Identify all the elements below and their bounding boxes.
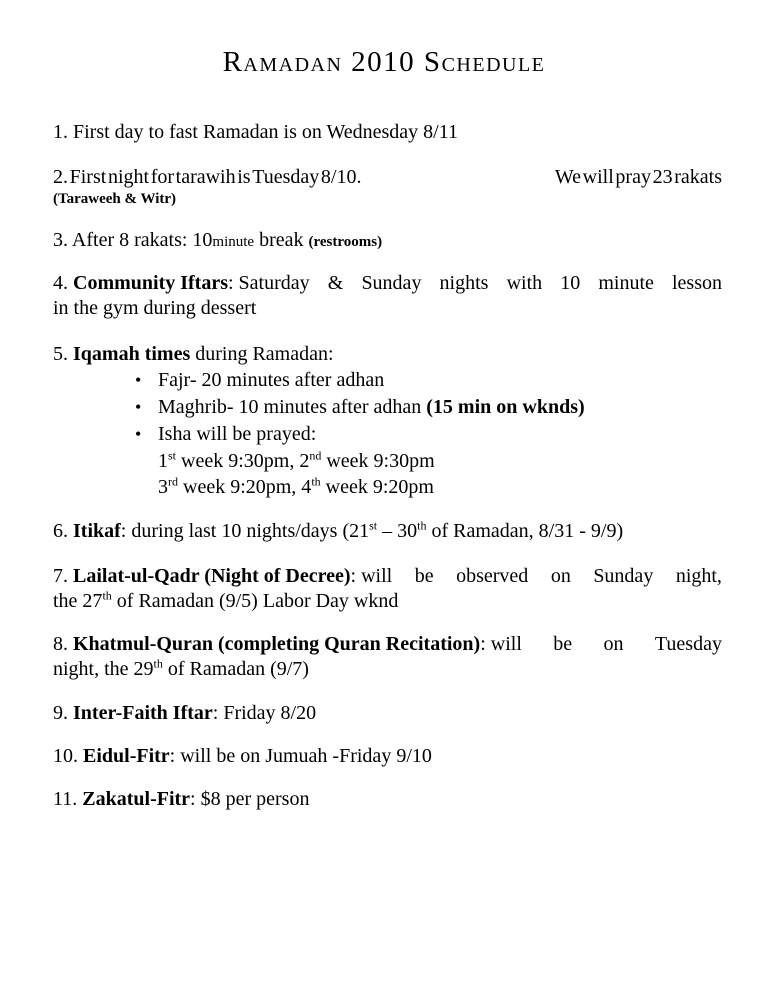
text-run: the 27 xyxy=(53,590,103,612)
text-run: st xyxy=(369,518,378,533)
page-title: Ramadan 2010 Schedule xyxy=(222,46,546,78)
item-7-line-1 xyxy=(53,564,722,589)
text-run: on xyxy=(603,633,624,655)
text-run: 9. xyxy=(53,702,68,724)
text-run: rd xyxy=(168,474,178,489)
list-item-fajr xyxy=(133,367,585,394)
text-run: week 9:30pm xyxy=(321,450,435,472)
text-run: : will be on Jumuah -Friday 9/10 xyxy=(169,745,432,767)
schedule-item-1 xyxy=(53,120,722,145)
schedule-item-4 xyxy=(53,271,722,321)
text-run: 11. xyxy=(53,788,78,810)
item-8-line-2 xyxy=(53,657,722,682)
text-run: be xyxy=(553,633,573,655)
text-run: minute xyxy=(598,272,654,294)
text-run: 10. xyxy=(53,745,78,767)
text-run: Isha will be prayed: xyxy=(158,423,317,445)
text-run: of Ramadan, 8/31 - 9/9) xyxy=(426,520,624,542)
schedule-item-10 xyxy=(53,744,722,769)
text-run: We xyxy=(554,166,582,188)
text-run: & xyxy=(327,272,344,294)
item-8-line-1 xyxy=(53,632,722,657)
item-4-line-2: in the gym during dessert xyxy=(53,297,257,319)
text-run: : will xyxy=(350,565,393,587)
schedule-item-3 xyxy=(53,228,722,255)
text-run: Khatmul-Quran (completing Quran Recitation) xyxy=(73,633,481,655)
text-run: 23 xyxy=(652,166,673,188)
text-run: be xyxy=(414,565,434,587)
text-run: week 9:20pm xyxy=(320,476,434,498)
iqamah-list xyxy=(133,367,585,500)
text-run: on xyxy=(550,565,571,587)
text-run: th xyxy=(153,656,163,671)
text-run: Tuesday xyxy=(252,166,320,188)
text-run: nd xyxy=(309,448,322,463)
text-run: lesson xyxy=(672,272,722,294)
text-run: th xyxy=(102,588,112,603)
text-run: 8. xyxy=(53,633,68,655)
text-run: (restrooms) xyxy=(308,234,383,250)
text-run: 8/10. xyxy=(320,166,362,188)
text-run: (Taraweeh & Witr) xyxy=(53,191,177,207)
text-run: pray xyxy=(615,166,651,188)
text-run: of Ramadan (9/5) Labor Day wknd xyxy=(111,590,399,612)
text-run: 5. xyxy=(53,343,68,365)
schedule-item-6 xyxy=(53,519,722,544)
schedule-item-7 xyxy=(53,564,722,614)
list-item-maghrib xyxy=(133,394,585,421)
text-run: break xyxy=(254,229,309,251)
text-run: : Saturday xyxy=(228,272,310,294)
text-run: Lailat-ul-Qadr (Night of Decree) xyxy=(73,565,351,587)
text-run: 10 xyxy=(560,272,581,294)
text-run: 3 xyxy=(158,476,168,498)
isha-weeks-1-2 xyxy=(158,448,585,474)
item-4-line-1 xyxy=(53,271,722,296)
text-run: minute xyxy=(212,234,255,250)
text-run: : during last 10 nights/days (21 xyxy=(120,520,370,542)
text-run xyxy=(53,271,310,296)
text-run: 1. xyxy=(53,121,68,143)
item-7-line-2 xyxy=(53,589,722,614)
text-run: night xyxy=(107,166,150,188)
text-run: After 8 rakats: 10 xyxy=(71,229,213,251)
text-run xyxy=(363,165,553,190)
text-run: night, the 29 xyxy=(53,658,154,680)
text-run: : $8 per person xyxy=(190,788,310,810)
schedule-item-11 xyxy=(53,787,722,812)
text-run: Community Iftars xyxy=(73,272,228,294)
text-run: week 9:30pm, 2 xyxy=(176,450,310,472)
item-2-line-1 xyxy=(53,165,722,190)
text-run: observed xyxy=(456,565,529,587)
text-run: Eidul-Fitr xyxy=(83,745,170,767)
text-run: th xyxy=(417,518,427,533)
item-2-note xyxy=(53,190,722,208)
text-run: Tuesday xyxy=(654,633,722,655)
text-run: Fajr- 20 minutes after adhan xyxy=(158,369,385,391)
text-run: 1 xyxy=(158,450,168,472)
text-run: 2. xyxy=(53,166,68,188)
text-run: Maghrib- 10 minutes after adhan xyxy=(158,396,427,418)
text-run: Sunday xyxy=(593,565,654,587)
list-item-isha xyxy=(133,421,585,500)
text-run: Iqamah times xyxy=(73,343,191,365)
text-run: with xyxy=(506,272,543,294)
text-run: th xyxy=(311,474,321,489)
text-run xyxy=(53,564,392,589)
text-run: will xyxy=(582,166,614,188)
text-run: First day to fast Ramadan is on Wednesday 8/11 xyxy=(73,121,458,143)
text-run: First xyxy=(69,166,107,188)
text-run: 7. xyxy=(53,565,68,587)
text-run: nights xyxy=(439,272,489,294)
schedule-item-9 xyxy=(53,701,722,726)
schedule-item-8 xyxy=(53,632,722,682)
text-run: : Friday 8/20 xyxy=(212,702,317,724)
text-run: 3. xyxy=(53,229,68,251)
text-run: (15 min on wknds) xyxy=(426,396,585,418)
text-run: tarawih xyxy=(175,166,236,188)
text-run: is xyxy=(237,166,251,188)
text-run: Itikaf xyxy=(73,520,121,542)
text-run: Inter-Faith Iftar xyxy=(73,702,213,724)
text-run: rakats xyxy=(674,166,722,188)
text-run: night, xyxy=(675,565,722,587)
schedule-item-5 xyxy=(53,342,722,367)
text-run: week 9:20pm, 4 xyxy=(178,476,312,498)
text-run: of Ramadan (9/7) xyxy=(162,658,309,680)
text-run: during Ramadan: xyxy=(190,343,334,365)
text-run: 6. xyxy=(53,520,68,542)
text-run: : will xyxy=(480,633,522,655)
text-run: for xyxy=(150,166,175,188)
text-run: st xyxy=(168,448,177,463)
schedule-item-2 xyxy=(53,165,722,208)
isha-weeks-3-4 xyxy=(158,474,585,500)
text-run: – 30 xyxy=(377,520,418,542)
text-run: Zakatul-Fitr xyxy=(82,788,191,810)
text-run: 4. xyxy=(53,272,68,294)
text-run xyxy=(53,632,522,657)
text-run: Sunday xyxy=(361,272,422,294)
